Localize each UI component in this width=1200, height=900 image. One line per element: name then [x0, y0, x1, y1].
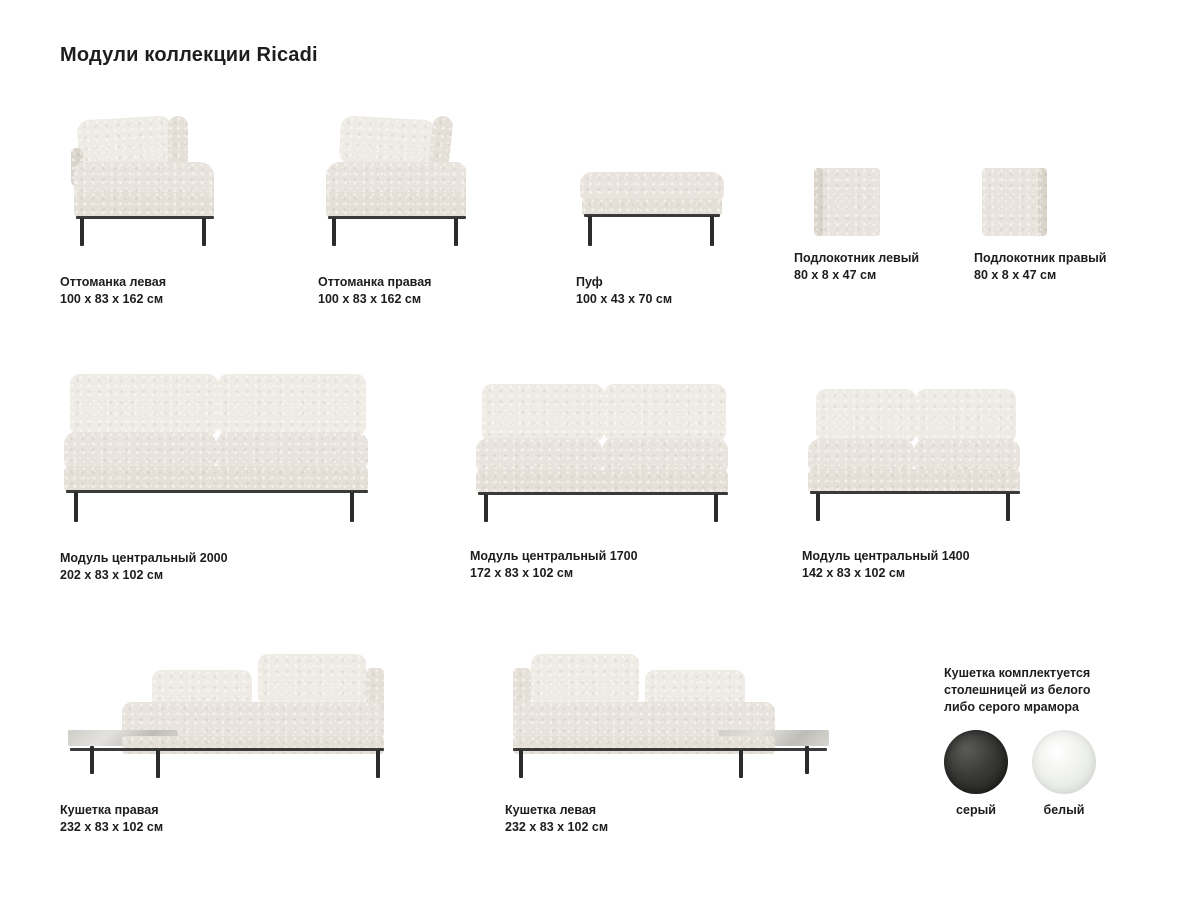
- base-rail: [328, 216, 466, 219]
- marble-note: Кушетка комплектуется столешницей из белого либо серого мрамора: [944, 666, 1091, 714]
- product-illustration: [318, 110, 538, 260]
- armrest-panel: [818, 168, 880, 236]
- leg: [1006, 493, 1010, 521]
- product-ottoman-left: [60, 110, 280, 308]
- product-illustration: [470, 380, 770, 530]
- product-dimensions: 100 x 83 x 162 см: [60, 292, 164, 306]
- cushion-back-right: [916, 389, 1016, 443]
- cushion-back-left: [482, 384, 604, 442]
- product-illustration: [60, 640, 460, 790]
- product-central-module-1700: [470, 380, 770, 582]
- leg: [484, 494, 488, 522]
- base: [122, 736, 384, 754]
- product-dimensions: 232 x 83 x 102 см: [505, 820, 609, 834]
- leg: [350, 492, 354, 522]
- leg: [332, 218, 336, 246]
- marble-option-grey[interactable]: [944, 730, 1008, 817]
- product-name: Модуль центральный 1400: [802, 549, 970, 563]
- product-dimensions: 100 x 43 x 70 см: [576, 292, 673, 306]
- product-daybed-right: [60, 640, 460, 836]
- product-dimensions: 100 x 83 x 162 см: [318, 292, 422, 306]
- leg: [739, 750, 743, 778]
- leg: [805, 746, 809, 774]
- base: [513, 736, 775, 754]
- marble-option-white[interactable]: [1032, 730, 1096, 817]
- product-name: Кушетка левая: [505, 803, 597, 817]
- product-name: Модуль центральный 2000: [60, 551, 228, 565]
- base: [326, 192, 466, 218]
- leg: [156, 750, 160, 778]
- armrest-edge: [1038, 168, 1047, 236]
- product-name: Подлокотник левый: [794, 251, 920, 265]
- leg: [90, 746, 94, 774]
- swatch-holder: [944, 730, 1008, 794]
- armrest-edge: [814, 168, 823, 236]
- product-illustration: [802, 385, 1062, 530]
- product-dimensions: 80 x 8 x 47 см: [794, 268, 877, 282]
- product-illustration: [60, 110, 280, 260]
- cushion-back: [339, 116, 436, 169]
- cushion-back-right: [604, 384, 726, 442]
- product-illustration: [505, 640, 905, 790]
- cushion-back-right: [218, 374, 366, 436]
- armrest-panel: [982, 168, 1044, 236]
- product-name: Оттоманка левая: [60, 275, 167, 289]
- leg: [202, 218, 206, 246]
- base: [64, 466, 368, 492]
- base: [808, 469, 1020, 493]
- product-name: Оттоманка правая: [318, 275, 432, 289]
- leg: [376, 750, 380, 778]
- base: [476, 470, 728, 494]
- marble-swatch-white-icon: [1032, 730, 1096, 794]
- cushion-back-left: [70, 374, 218, 436]
- leg: [80, 218, 84, 246]
- product-armrest-right: [974, 110, 1154, 284]
- cushion-back-left: [531, 654, 639, 706]
- base-rail: [70, 748, 384, 751]
- base-rail: [810, 491, 1020, 494]
- cushion-back-right: [258, 654, 366, 706]
- product-pouf: [576, 110, 776, 308]
- base-rail: [584, 214, 720, 217]
- leg: [714, 494, 718, 522]
- product-illustration: [794, 110, 974, 260]
- leg: [74, 492, 78, 522]
- leg: [588, 216, 592, 246]
- product-dimensions: 202 x 83 x 102 см: [60, 568, 164, 582]
- leg: [710, 216, 714, 246]
- base-rail: [513, 748, 827, 751]
- marble-swatch-grey-icon: [944, 730, 1008, 794]
- base-rail: [66, 490, 368, 493]
- product-daybed-left: [505, 640, 905, 836]
- product-central-module-2000: [60, 370, 400, 584]
- product-armrest-left: [794, 110, 974, 284]
- product-dimensions: 232 x 83 x 102 см: [60, 820, 164, 834]
- swatch-holder: [1032, 730, 1096, 794]
- product-dimensions: 142 x 83 x 102 см: [802, 566, 906, 580]
- product-central-module-1400: [802, 385, 1062, 582]
- base: [74, 192, 214, 218]
- product-illustration: [60, 370, 400, 530]
- cushion-side: [428, 115, 453, 169]
- marble-option-label: серый: [956, 803, 996, 817]
- base-rail: [76, 216, 214, 219]
- leg: [816, 493, 820, 521]
- product-dimensions: 80 x 8 x 47 см: [974, 268, 1057, 282]
- product-name: Кушетка правая: [60, 803, 159, 817]
- cushion-side: [168, 116, 188, 168]
- cushion-back: [77, 116, 174, 169]
- product-name: Пуф: [576, 275, 603, 289]
- product-illustration: [576, 110, 776, 260]
- product-ottoman-right: [318, 110, 538, 308]
- base-rail: [478, 492, 728, 495]
- product-name: Модуль центральный 1700: [470, 549, 638, 563]
- leg: [454, 218, 458, 246]
- marble-option-label: белый: [1043, 803, 1085, 817]
- product-illustration: [974, 110, 1154, 260]
- leg: [519, 750, 523, 778]
- product-dimensions: 172 x 83 x 102 см: [470, 566, 574, 580]
- product-name: Подлокотник правый: [974, 251, 1107, 265]
- page-title: Модули коллекции Ricadi: [60, 44, 318, 66]
- cushion-back-left: [816, 389, 916, 443]
